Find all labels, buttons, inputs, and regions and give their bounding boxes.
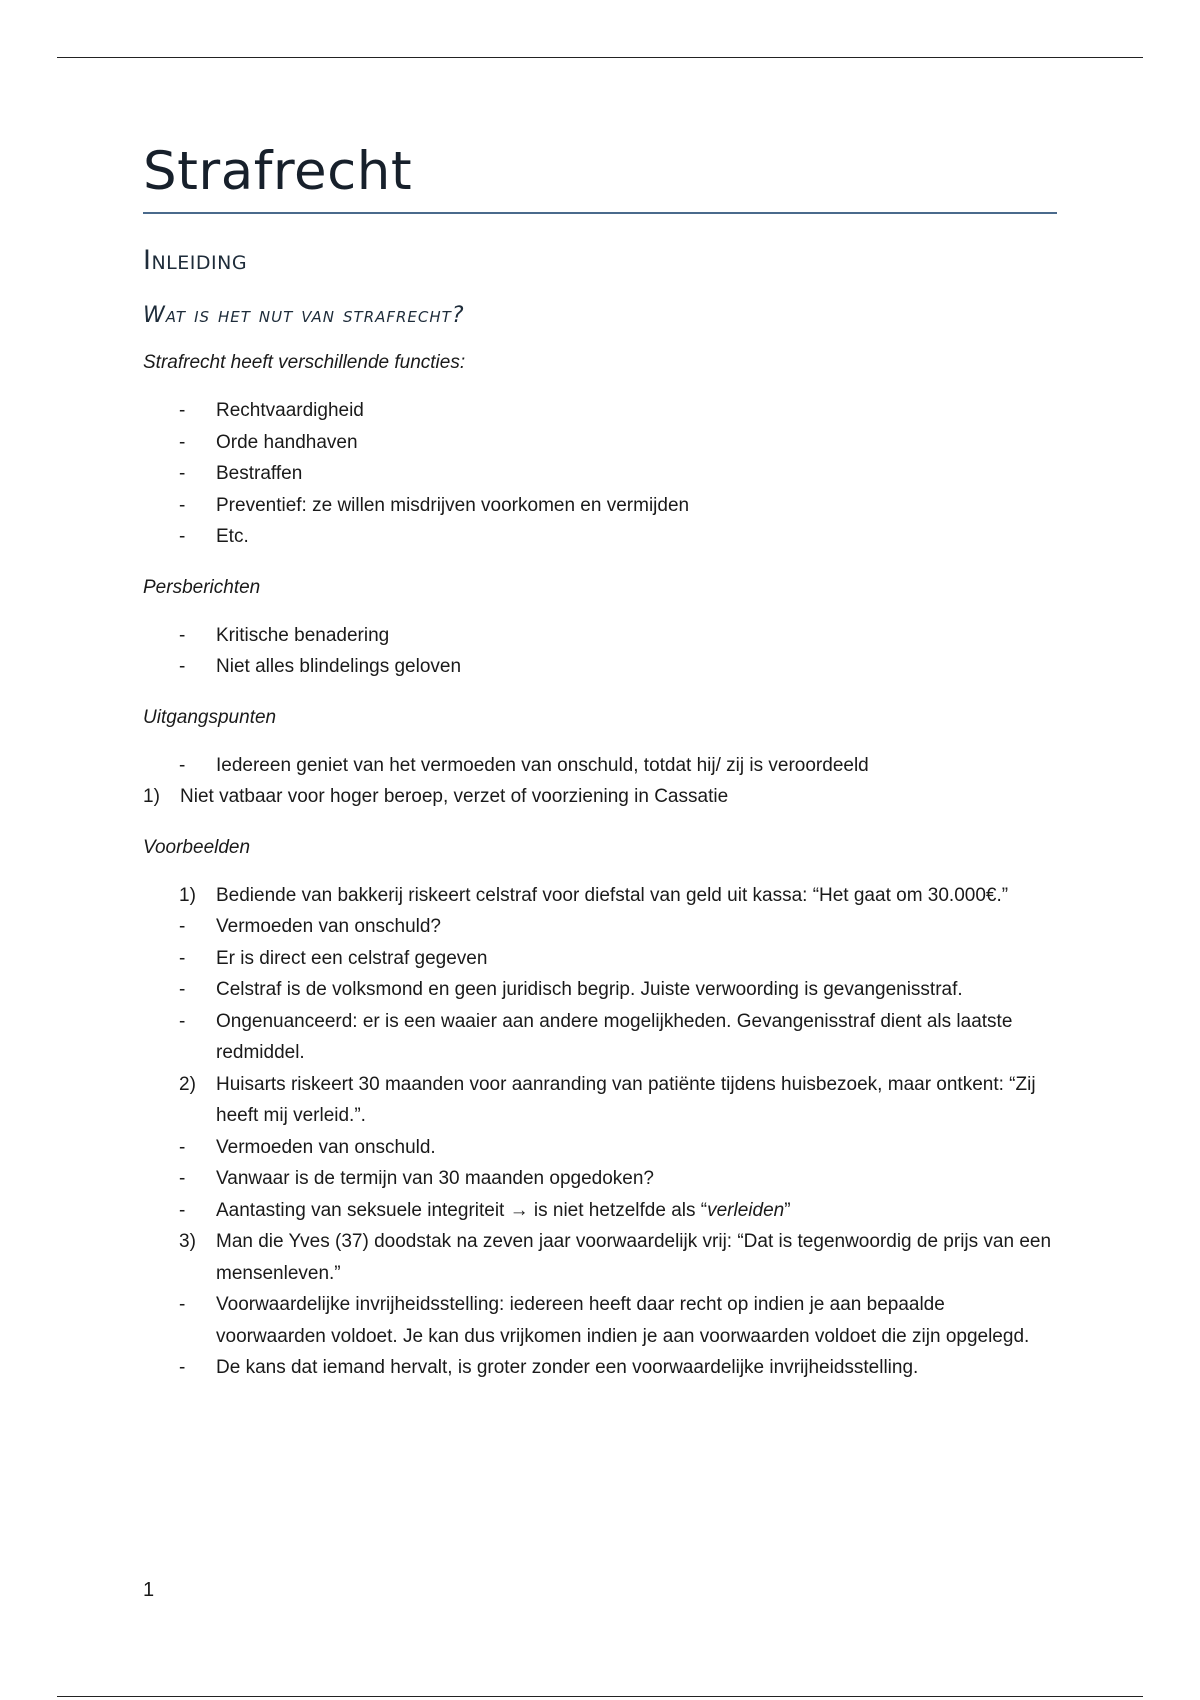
list-item: - Aantasting van seksuele integriteit → is niet hetzelfde als “verleiden” <box>179 1199 791 1221</box>
document-title: Strafrecht <box>143 140 1057 214</box>
list-item: - De kans dat iemand hervalt, is groter zonder een voorwaardelijke invrijheidsstelling. <box>179 1357 919 1378</box>
persberichten-label: Persberichten <box>143 576 261 598</box>
voorbeelden-list <box>143 880 1057 1384</box>
list-item: 1) Niet vatbaar voor hoger beroep, verzet of voorziening in Cassatie <box>143 786 729 807</box>
list-item: - Niet alles blindelings geloven <box>179 656 462 677</box>
page-number: 1 <box>143 1579 155 1601</box>
list-item: - Orde handhaven <box>179 431 358 453</box>
persberichten-list <box>143 620 1057 683</box>
uitgangspunten-list <box>143 750 1057 813</box>
list-item: - Etc. <box>179 526 249 547</box>
uitgangspunten-label: Uitgangspunten <box>143 706 277 728</box>
example-item: 1) Bediende van bakkerij riskeert celstraf voor diefstal van geld uit kassa: “Het gaat om 30.000€.” <box>179 884 1009 906</box>
list-item: - Ongenuanceerd: er is een waaier aan andere mogelijkheden. Gevangenisstraf dient als laatste redmiddel. <box>179 1010 1013 1063</box>
list-item: - Rechtvaardigheid <box>179 400 364 421</box>
functions-intro: Strafrecht heeft verschillende functies: <box>143 352 466 373</box>
voorbeelden-label: Voorbeelden <box>143 836 251 858</box>
example-item: 2) Huisarts riskeert 30 maanden voor aanranding van patiënte tijdens huisbezoek, maar ontkent: “Zij heeft mij verleid.”. <box>179 1073 1036 1126</box>
list-item: - Vermoeden van onschuld? <box>179 916 441 937</box>
page-bottom-rule <box>57 1696 1143 1697</box>
list-item: - Vanwaar is de termijn van 30 maanden opgedoken? <box>179 1168 654 1189</box>
list-item: - Vermoeden van onschuld. <box>179 1136 436 1158</box>
list-item: - Er is direct een celstraf gegeven <box>179 947 488 969</box>
functions-list <box>143 395 1057 553</box>
subsection-heading-nut: Wat is het nut van strafrecht? <box>143 303 465 328</box>
document-body <box>143 140 1057 1384</box>
page-top-rule <box>57 57 1143 58</box>
section-heading-inleiding: Inleiding <box>143 245 248 276</box>
list-item: - Celstraf is de volksmond en geen juridisch begrip. Juiste verwoording is gevangenisstraf. <box>179 979 963 1000</box>
list-item: - Voorwaardelijke invrijheidsstelling: iedereen heeft daar recht op indien je aan bepaalde voorwaarden voldoet. Je kan dus vrijkomen indien je aan voorwaarden voldoet die zijn opgelegd. <box>179 1294 1030 1347</box>
list-item: - Iedereen geniet van het vermoeden van onschuld, totdat hij/ zij is veroordeeld <box>179 754 869 776</box>
list-item: - Bestraffen <box>179 463 303 484</box>
list-item: - Preventief: ze willen misdrijven voorkomen en vermijden <box>179 494 690 516</box>
example-item: 3) Man die Yves (37) doodstak na zeven jaar voorwaardelijk vrij: “Dat is tegenwoordig de prijs van een mensenleven.” <box>179 1231 1052 1284</box>
list-item: - Kritische benadering <box>179 624 390 646</box>
